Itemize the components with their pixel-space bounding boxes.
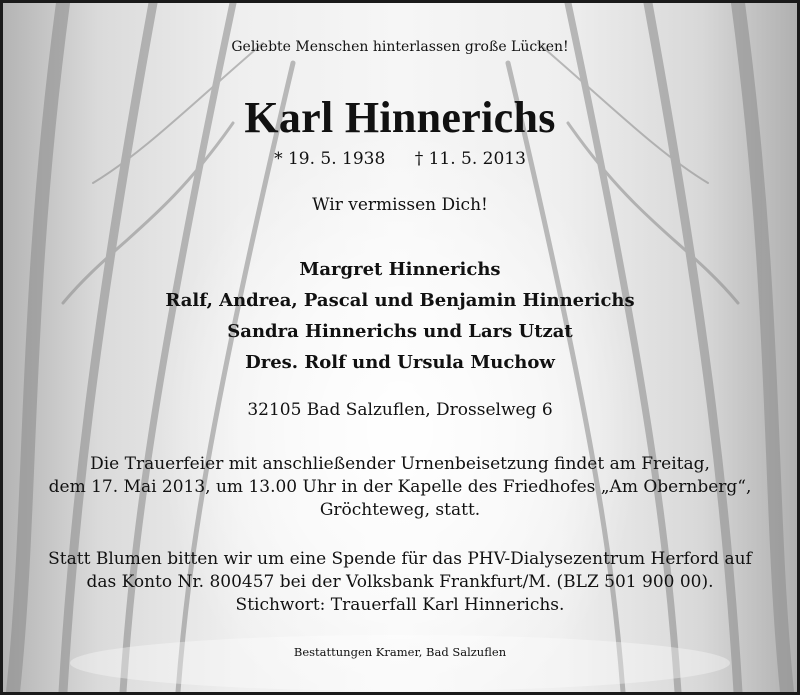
- donation-info-line: Statt Blumen bitten wir um eine Spende für das PHV-Dialysezentrum Herford auf: [48, 549, 752, 569]
- mourner-line: Ralf, Andrea, Pascal und Benjamin Hinnerichs: [165, 290, 635, 311]
- funeral-info-line: Gröchteweg, statt.: [319, 500, 481, 520]
- birth-date: * 19. 5. 1938: [274, 149, 386, 169]
- motto: Geliebte Menschen hinterlassen große Lücken!: [231, 39, 569, 55]
- funeral-info-line: Die Trauerfeier mit anschließender Urnenbeisetzung findet am Freitag,: [90, 454, 710, 474]
- notice-text: [3, 3, 797, 692]
- donation-info-line: Stichwort: Trauerfall Karl Hinnerichs.: [235, 595, 565, 615]
- donation-info-line: das Konto Nr. 800457 bei der Volksbank Frankfurt/M. (BLZ 501 900 00).: [86, 572, 714, 592]
- mourner-line: Sandra Hinnerichs und Lars Utzat: [227, 321, 573, 342]
- life-dates: [3, 149, 797, 169]
- mourner-line: Dres. Rolf und Ursula Muchow: [245, 352, 555, 373]
- address: 32105 Bad Salzuflen, Drosselweg 6: [247, 400, 553, 420]
- funeral-info-line: dem 17. Mai 2013, um 13.00 Uhr in der Kapelle des Friedhofes „Am Obernberg“,: [48, 477, 752, 497]
- undertaker: Bestattungen Kramer, Bad Salzuflen: [293, 645, 507, 659]
- mourner-line: Margret Hinnerichs: [299, 259, 501, 280]
- farewell-message: Wir vermissen Dich!: [312, 195, 488, 215]
- deceased-name: Karl Hinnerichs: [244, 93, 556, 142]
- death-date: † 11. 5. 2013: [414, 149, 526, 169]
